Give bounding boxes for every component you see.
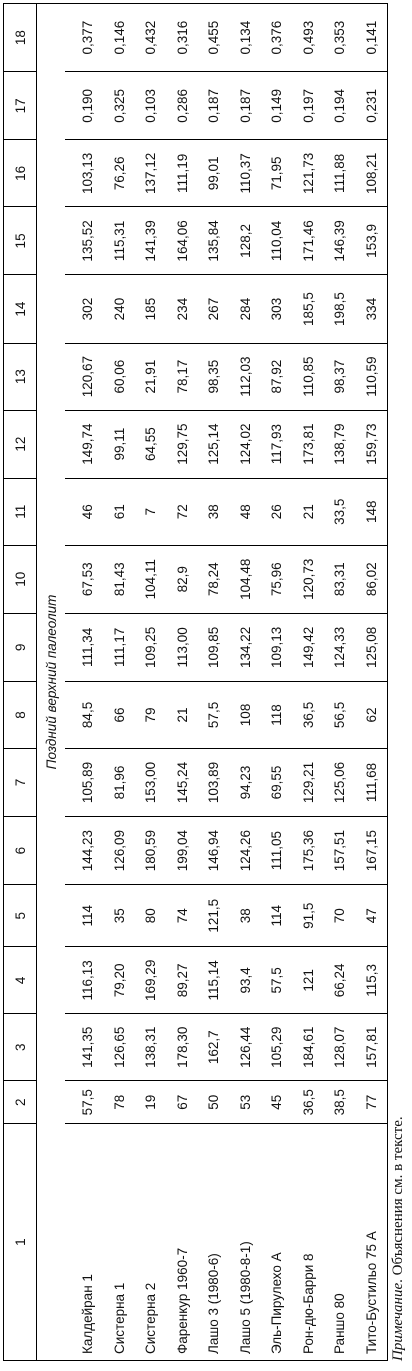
table-cell: 99,01 (198, 140, 230, 207)
table-cell: 334 (355, 275, 387, 343)
footnote-label: Примечание (390, 1282, 406, 1361)
table-cell: 115,3 (355, 947, 387, 1014)
column-header: 15 (4, 207, 37, 275)
table-cell: 121 (292, 947, 324, 1014)
table-cell: 124,26 (229, 817, 261, 885)
table-cell: 111,17 (103, 613, 135, 681)
column-header: 12 (4, 410, 37, 478)
table-cell: 135,52 (65, 207, 103, 275)
table-cell: 134,22 (229, 613, 261, 681)
table-cell: 57,5 (198, 681, 230, 748)
table-row (135, 4, 167, 1361)
table-cell: 91,5 (292, 885, 324, 947)
table-cell: 103,13 (65, 140, 103, 207)
table-cell: 112,03 (229, 343, 261, 410)
table-row (65, 4, 103, 1361)
table-row (324, 4, 356, 1361)
row-label: Фаренкур 1960-7 (166, 1124, 198, 1361)
table-cell: 149,42 (292, 613, 324, 681)
table-cell: 104,11 (135, 545, 167, 613)
table-cell: 0,376 (261, 4, 293, 72)
table-cell: 138,79 (324, 410, 356, 478)
footnote-text: . Объяснения см. в тексте. (390, 1116, 406, 1283)
table-cell: 19 (135, 1081, 167, 1124)
table-cell: 53 (229, 1081, 261, 1124)
table-cell: 87,92 (261, 343, 293, 410)
table-cell: 47 (355, 885, 387, 947)
table-cell: 66,24 (324, 947, 356, 1014)
table-row (103, 4, 135, 1361)
table-cell: 110,37 (229, 140, 261, 207)
table-cell: 38 (198, 478, 230, 545)
table-cell: 78 (103, 1081, 135, 1124)
table-cell: 66 (103, 681, 135, 748)
table-cell: 21 (166, 681, 198, 748)
table-cell: 0,194 (324, 72, 356, 140)
row-label: Систерна 2 (135, 1124, 167, 1361)
table-cell: 121,5 (198, 885, 230, 947)
table-cell: 128,2 (229, 207, 261, 275)
table-cell: 303 (261, 275, 293, 343)
table-cell: 0,187 (229, 72, 261, 140)
column-header: 9 (4, 613, 37, 681)
table-cell: 198,5 (324, 275, 356, 343)
table-cell: 98,37 (324, 343, 356, 410)
table-cell: 79,20 (103, 947, 135, 1014)
column-header: 4 (4, 947, 37, 1014)
table-cell: 70 (324, 885, 356, 947)
table-cell: 184,61 (292, 1014, 324, 1081)
table-cell: 113,00 (166, 613, 198, 681)
table-cell: 0,286 (166, 72, 198, 140)
table-cell: 111,68 (355, 748, 387, 816)
table-cell: 0,197 (292, 72, 324, 140)
row-label: Систерна 1 (103, 1124, 135, 1361)
table-cell: 129,21 (292, 748, 324, 816)
table-cell: 141,39 (135, 207, 167, 275)
table-cell: 57,5 (261, 947, 293, 1014)
table-cell: 104,48 (229, 545, 261, 613)
table-cell: 153,00 (135, 748, 167, 816)
table-cell: 74 (166, 885, 198, 947)
table-cell: 175,36 (292, 817, 324, 885)
table-cell: 240 (103, 275, 135, 343)
column-header: 1 (4, 1124, 37, 1361)
table-cell: 114 (261, 885, 293, 947)
table-cell: 80 (135, 885, 167, 947)
column-header: 18 (4, 4, 37, 72)
table-cell: 111,19 (166, 140, 198, 207)
footnote (390, 1116, 407, 1361)
table-cell: 0,141 (355, 4, 387, 72)
table-cell: 159,73 (355, 410, 387, 478)
table-cell: 64,55 (135, 410, 167, 478)
table-cell: 146,39 (324, 207, 356, 275)
table-cell: 0,377 (65, 4, 103, 72)
table-cell: 157,51 (324, 817, 356, 885)
table-body (37, 4, 388, 1361)
table-cell: 148 (355, 478, 387, 545)
table-cell: 46 (65, 478, 103, 545)
table-cell: 0,455 (198, 4, 230, 72)
table-cell: 0,432 (135, 4, 167, 72)
table-cell: 0,190 (65, 72, 103, 140)
table-cell: 56,5 (324, 681, 356, 748)
table-row (292, 4, 324, 1361)
table-cell: 50 (198, 1081, 230, 1124)
table-cell: 83,31 (324, 545, 356, 613)
section-label: Поздний верхний палеолит (37, 4, 66, 1361)
table-cell: 109,13 (261, 613, 293, 681)
table-cell: 86,02 (355, 545, 387, 613)
table-cell: 199,04 (166, 817, 198, 885)
table-cell: 48 (229, 478, 261, 545)
table-cell: 75,96 (261, 545, 293, 613)
table-cell: 38,5 (324, 1081, 356, 1124)
table-cell: 135,84 (198, 207, 230, 275)
row-label: Раншо 80 (324, 1124, 356, 1361)
table-cell: 124,33 (324, 613, 356, 681)
column-header: 8 (4, 681, 37, 748)
table-cell: 0,134 (229, 4, 261, 72)
table-cell: 171,46 (292, 207, 324, 275)
table-cell: 169,29 (135, 947, 167, 1014)
table-cell: 35 (103, 885, 135, 947)
table-cell: 69,55 (261, 748, 293, 816)
table-cell: 36,5 (292, 1081, 324, 1124)
table-cell: 157,81 (355, 1014, 387, 1081)
table-cell: 125,06 (324, 748, 356, 816)
table-cell: 121,73 (292, 140, 324, 207)
table-cell: 71,95 (261, 140, 293, 207)
table-cell: 109,25 (135, 613, 167, 681)
row-label: Тито-Бустильо 75 А (355, 1124, 387, 1361)
column-header: 10 (4, 545, 37, 613)
table-cell: 111,88 (324, 140, 356, 207)
row-label: Лашо 3 (1980-6) (198, 1124, 230, 1361)
table-cell: 62 (355, 681, 387, 748)
table-cell: 81,43 (103, 545, 135, 613)
table-cell: 33,5 (324, 478, 356, 545)
table-cell: 120,73 (292, 545, 324, 613)
table-cell: 167,15 (355, 817, 387, 885)
row-label: Лашо 5 (1980-8-1) (229, 1124, 261, 1361)
table-cell: 81,96 (103, 748, 135, 816)
column-header: 14 (4, 275, 37, 343)
table-cell: 117,93 (261, 410, 293, 478)
table-cell: 108,21 (355, 140, 387, 207)
table-cell: 185,5 (292, 275, 324, 343)
table-cell: 0,493 (292, 4, 324, 72)
table-cell: 67 (166, 1081, 198, 1124)
table-row (355, 4, 387, 1361)
table-cell: 84,5 (65, 681, 103, 748)
table-cell: 115,31 (103, 207, 135, 275)
table-cell: 77 (355, 1081, 387, 1124)
table-cell: 93,4 (229, 947, 261, 1014)
table-cell: 302 (65, 275, 103, 343)
table-cell: 0,353 (324, 4, 356, 72)
table-cell: 21 (292, 478, 324, 545)
table-cell: 111,34 (65, 613, 103, 681)
table-cell: 0,316 (166, 4, 198, 72)
table-cell: 7 (135, 478, 167, 545)
table-row (261, 4, 293, 1361)
table-cell: 79 (135, 681, 167, 748)
table-cell: 26 (261, 478, 293, 545)
table-cell: 173,81 (292, 410, 324, 478)
table-cell: 110,85 (292, 343, 324, 410)
table-cell: 125,08 (355, 613, 387, 681)
table-cell: 61 (103, 478, 135, 545)
data-table (3, 3, 388, 1361)
table-cell: 105,89 (65, 748, 103, 816)
table-cell: 144,23 (65, 817, 103, 885)
table-cell: 76,26 (103, 140, 135, 207)
table-cell: 141,35 (65, 1014, 103, 1081)
table-cell: 0,187 (198, 72, 230, 140)
table-cell: 126,44 (229, 1014, 261, 1081)
table-cell: 0,103 (135, 72, 167, 140)
table-cell: 267 (198, 275, 230, 343)
table-cell: 99,11 (103, 410, 135, 478)
table-cell: 21,91 (135, 343, 167, 410)
column-header: 16 (4, 140, 37, 207)
table-cell: 284 (229, 275, 261, 343)
table-cell: 109,85 (198, 613, 230, 681)
table-cell: 57,5 (65, 1081, 103, 1124)
table-cell: 105,29 (261, 1014, 293, 1081)
table-cell: 103,89 (198, 748, 230, 816)
row-label: Рон-дю-Барри 8 (292, 1124, 324, 1361)
table-cell: 45 (261, 1081, 293, 1124)
table-cell: 0,231 (355, 72, 387, 140)
table-row (198, 4, 230, 1361)
table-cell: 125,14 (198, 410, 230, 478)
table-cell: 137,12 (135, 140, 167, 207)
table-cell: 111,05 (261, 817, 293, 885)
table-cell: 108 (229, 681, 261, 748)
column-header: 6 (4, 817, 37, 885)
table-cell: 114 (65, 885, 103, 947)
column-header: 2 (4, 1081, 37, 1124)
table-cell: 0,146 (103, 4, 135, 72)
table-cell: 185 (135, 275, 167, 343)
table-cell: 78,17 (166, 343, 198, 410)
table-cell: 36,5 (292, 681, 324, 748)
table-cell: 110,04 (261, 207, 293, 275)
table-cell: 128,07 (324, 1014, 356, 1081)
column-header: 13 (4, 343, 37, 410)
column-header: 3 (4, 1014, 37, 1081)
table-cell: 72 (166, 478, 198, 545)
table-cell: 124,02 (229, 410, 261, 478)
table-cell: 110,59 (355, 343, 387, 410)
column-header: 5 (4, 885, 37, 947)
table-cell: 234 (166, 275, 198, 343)
row-label: Эль-Пирулехо А (261, 1124, 293, 1361)
table-cell: 120,67 (65, 343, 103, 410)
table-cell: 129,75 (166, 410, 198, 478)
table-cell: 82,9 (166, 545, 198, 613)
row-label: Калдейран 1 (65, 1124, 103, 1361)
table-cell: 78,24 (198, 545, 230, 613)
table-cell: 115,14 (198, 947, 230, 1014)
table-cell: 145,24 (166, 748, 198, 816)
table-cell: 67,53 (65, 545, 103, 613)
column-header: 17 (4, 72, 37, 140)
table-row (229, 4, 261, 1361)
table-cell: 180,59 (135, 817, 167, 885)
table-cell: 116,13 (65, 947, 103, 1014)
header-row (4, 4, 37, 1361)
table-cell: 153,9 (355, 207, 387, 275)
table-cell: 126,65 (103, 1014, 135, 1081)
table-cell: 149,74 (65, 410, 103, 478)
table-cell: 98,35 (198, 343, 230, 410)
section-row (37, 4, 66, 1361)
table-cell: 126,09 (103, 817, 135, 885)
table-cell: 0,149 (261, 72, 293, 140)
table-cell: 89,27 (166, 947, 198, 1014)
table-cell: 146,94 (198, 817, 230, 885)
table-cell: 138,31 (135, 1014, 167, 1081)
column-header: 11 (4, 478, 37, 545)
table-cell: 60,06 (103, 343, 135, 410)
table-cell: 118 (261, 681, 293, 748)
table-cell: 0,325 (103, 72, 135, 140)
table-cell: 38 (229, 885, 261, 947)
column-header: 7 (4, 748, 37, 816)
table-cell: 164,06 (166, 207, 198, 275)
table-cell: 94,23 (229, 748, 261, 816)
table-cell: 162,7 (198, 1014, 230, 1081)
table-row (166, 4, 198, 1361)
table-cell: 178,30 (166, 1014, 198, 1081)
